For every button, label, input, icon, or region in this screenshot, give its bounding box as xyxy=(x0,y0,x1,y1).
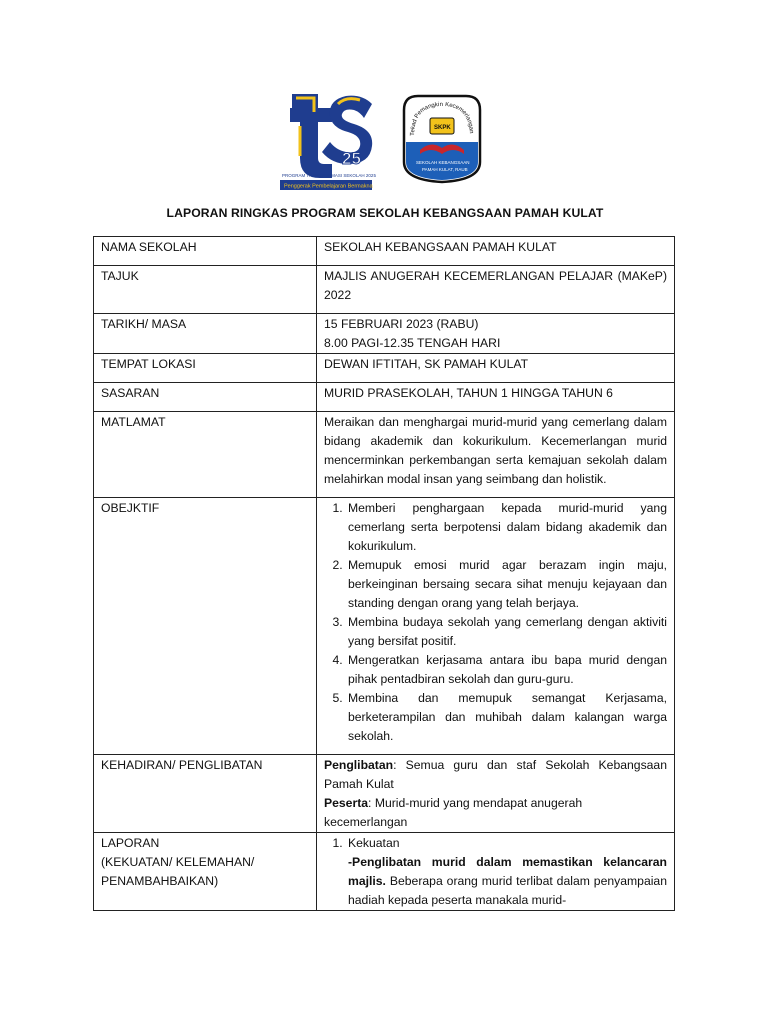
svg-text:SKPK: SKPK xyxy=(434,125,451,131)
list-item: 5. Membina dan memupuk semangat Kerjasama, berketerampilan dan muhibah dalam kalangan warga sekolah. xyxy=(346,689,667,746)
list-item: 3. Membina budaya sekolah yang cemerlang dengan aktiviti yang bersifat positif. xyxy=(346,613,667,651)
peserta-text: Peserta: Murid-murid yang mendapat anugerah kecemerlangan xyxy=(324,796,583,829)
svg-text:Penggerak Pembelajaran Bermakn: Penggerak Pembelajaran Bermakna xyxy=(284,183,373,190)
row-label: LAPORAN (KEKUATAN/ KELEMAHAN/ PENAMBAHBAIKAN) xyxy=(94,833,317,911)
row-label: KEHADIRAN/ PENGLIBATAN xyxy=(94,755,317,833)
table-row xyxy=(94,266,675,314)
table-row xyxy=(94,833,675,911)
row-label: OBEJKTIF xyxy=(94,498,317,755)
list-item: 1. Kekuatan -Penglibatan murid dalam memastikan kelancaran majlis. Beberapa orang murid terlibat dalam penyampaian hadiah kepada peserta manakala murid- xyxy=(346,834,667,910)
skpk-school-logo xyxy=(396,92,488,184)
row-label: TAJUK xyxy=(94,266,317,314)
report-list xyxy=(324,834,667,910)
list-item: 2. Memupuk emosi murid agar berazam ingin maju, berkeinginan bersaing secara sihat menuju kejayaan dan standing dengan orang yang telah berjaya. xyxy=(346,556,667,613)
table-row xyxy=(94,354,675,383)
row-value: MURID PRASEKOLAH, TAHUN 1 HINGGA TAHUN 6 xyxy=(317,383,675,412)
list-item: 1. Memberi penghargaan kepada murid-murid yang cemerlang serta berpotensi dalam bidang akademik dan kokurikulum. xyxy=(346,499,667,556)
table-row xyxy=(94,314,675,354)
row-label: SASARAN xyxy=(94,383,317,412)
penglibatan-text: Penglibatan: Semua guru dan staf Sekolah Kebangsaan Pamah Kulat xyxy=(324,758,667,791)
row-value xyxy=(317,755,675,833)
table-row xyxy=(94,237,675,266)
row-label: TARIKH/ MASA xyxy=(94,314,317,354)
row-value: SEKOLAH KEBANGSAAN PAMAH KULAT xyxy=(317,237,675,266)
row-label: MATLAMAT xyxy=(94,412,317,498)
ts25-logo xyxy=(280,86,380,192)
row-value xyxy=(317,498,675,755)
table-row xyxy=(94,383,675,412)
row-label: TEMPAT LOKASI xyxy=(94,354,317,383)
date-text: 15 FEBRUARI 2023 (RABU) xyxy=(324,317,479,331)
document-title: LAPORAN RINGKAS PROGRAM SEKOLAH KEBANGSAAN PAMAH KULAT xyxy=(166,206,604,220)
peserta-label: Peserta xyxy=(324,796,369,810)
table-row xyxy=(94,498,675,755)
row-label: NAMA SEKOLAH xyxy=(94,237,317,266)
table-row xyxy=(94,412,675,498)
row-value: Meraikan dan menghargai murid-murid yang cemerlang dalam bidang akademik dan kokurikulum. Kecemerlangan murid mencerminkan perkembangan serta kemajuan sekolah dalam melahirkan modal insan yang seimbang dan holistik. xyxy=(317,412,675,498)
svg-text:SEKOLAH KEBANGSAAN: SEKOLAH KEBANGSAAN xyxy=(416,160,470,165)
svg-text:Tekad Pemangkin Kecemerlangan: Tekad Pemangkin Kecemerlangan xyxy=(409,101,474,136)
svg-text:25: 25 xyxy=(342,149,361,168)
table-row xyxy=(94,755,675,833)
penglibatan-label: Penglibatan xyxy=(324,758,394,772)
svg-text:PAMAH KULAT, RAUB: PAMAH KULAT, RAUB xyxy=(422,167,468,172)
report-table xyxy=(93,236,675,911)
row-value: DEWAN IFTITAH, SK PAMAH KULAT xyxy=(317,354,675,383)
list-item: 4. Mengeratkan kerjasama antara ibu bapa murid dengan pihak pentadbiran sekolah dan guru-guru. xyxy=(346,651,667,689)
row-value xyxy=(317,314,675,354)
header-logos xyxy=(280,86,490,198)
time-text: 8.00 PAGI-12.35 TENGAH HARI xyxy=(324,336,501,350)
objective-list xyxy=(324,499,667,746)
svg-text:PROGRAM TRANSFORMASI SEKOLAH 2: PROGRAM TRANSFORMASI SEKOLAH 2025 xyxy=(282,173,376,178)
row-value xyxy=(317,833,675,911)
row-value: MAJLIS ANUGERAH KECEMERLANGAN PELAJAR (MAKeP) 2022 xyxy=(317,266,675,314)
